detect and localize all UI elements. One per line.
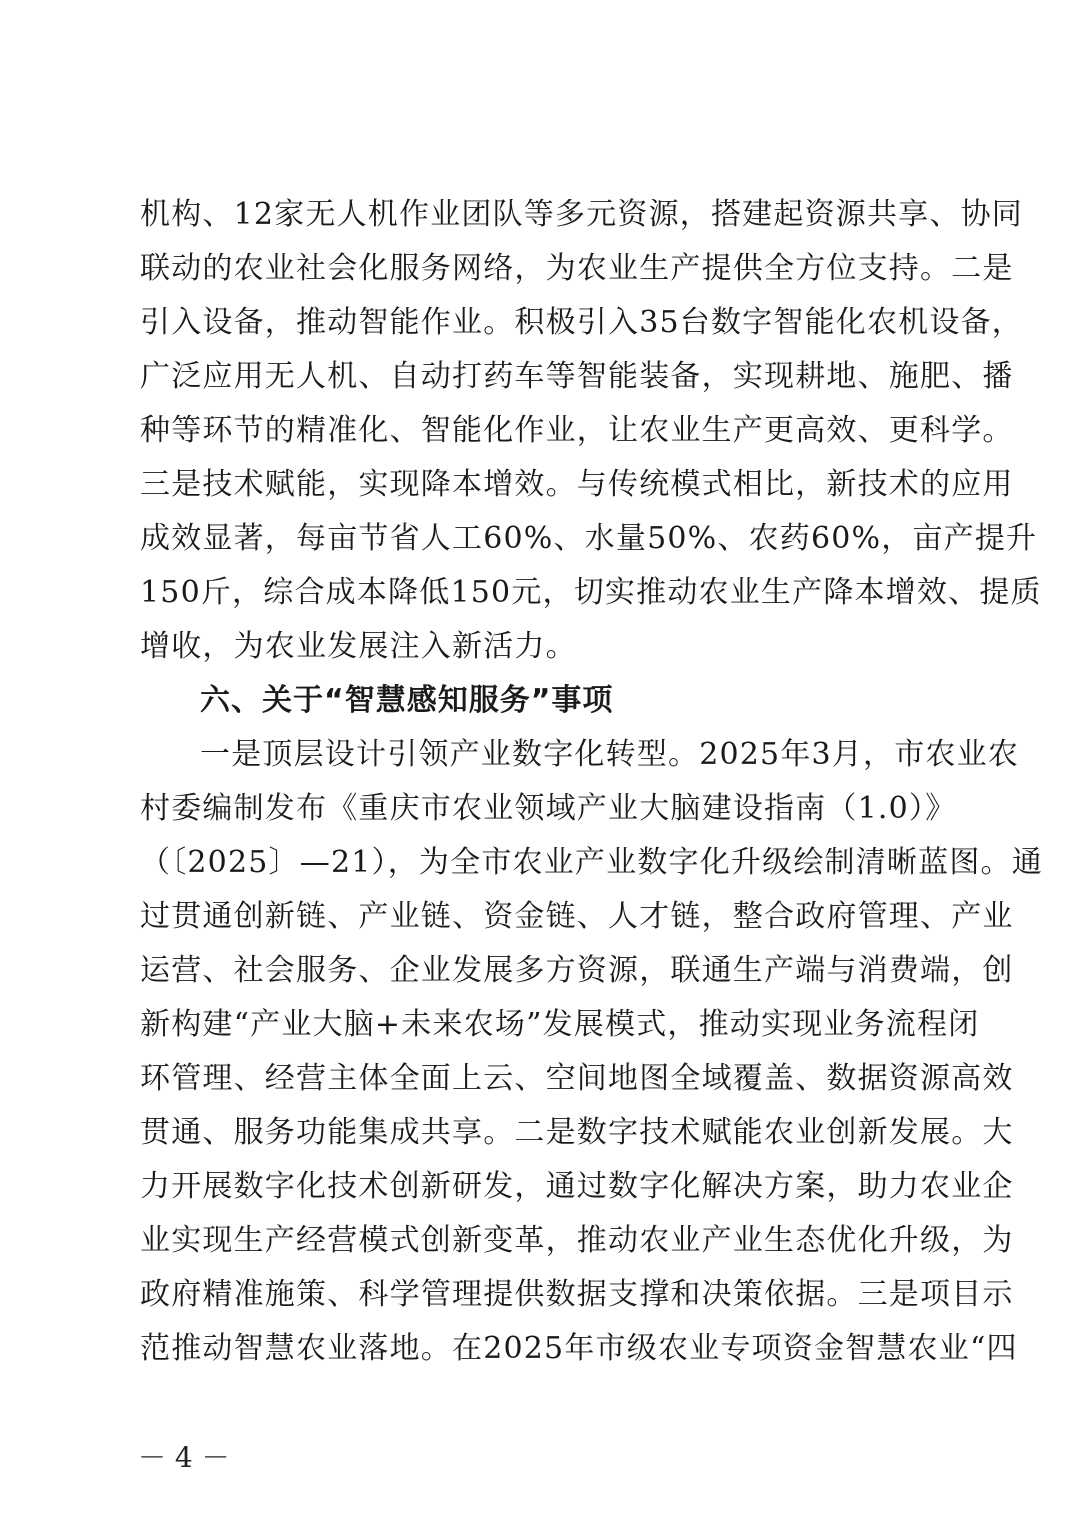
paragraph-2: [140, 728, 1043, 1376]
text-line: 150斤，综合成本降低150元，切实推动农业生产降本增效、提质: [140, 575, 1042, 610]
text-line: 种等环节的精准化、智能化作业，让农业生产更高效、更科学。: [140, 413, 1014, 448]
text-line: 环管理、经营主体全面上云、空间地图全域覆盖、数据资源高效: [140, 1061, 1014, 1096]
text-line: 机构、12家无人机作业团队等多元资源，搭建起资源共享、协同: [140, 197, 1023, 232]
text-line: （〔2025〕—21），为全市农业产业数字化升级绘制清晰蓝图。通: [140, 845, 1043, 880]
text-line: 业实现生产经营模式创新变革，推动农业产业生态优化升级，为: [140, 1223, 1014, 1258]
page-number: － 4 －: [138, 1441, 230, 1474]
section-heading: 六、关于“智慧感知服务”事项: [200, 683, 614, 718]
text-line: 村委编制发布《重庆市农业领域产业大脑建设指南（1.0）》: [140, 791, 957, 826]
text-line: 联动的农业社会化服务网络，为农业生产提供全方位支持。二是: [140, 251, 1014, 286]
paragraph-1: [140, 188, 1042, 674]
text-line: 新构建“产业大脑+未来农场”发展模式，推动实现业务流程闭: [140, 1007, 980, 1042]
text-line: 政府精准施策、科学管理提供数据支撑和决策依据。三是项目示: [140, 1277, 1014, 1312]
text-line: 引入设备，推动智能作业。积极引入35台数字智能化农机设备，: [140, 305, 1023, 340]
text-line: 力开展数字化技术创新研发，通过数字化解决方案，助力农业企: [140, 1169, 1014, 1204]
text-line: 运营、社会服务、企业发展多方资源，联通生产端与消费端，创: [140, 953, 1014, 988]
text-line: 三是技术赋能，实现降本增效。与传统模式相比，新技术的应用: [140, 467, 1014, 502]
text-line: 广泛应用无人机、自动打药车等智能装备，实现耕地、施肥、播: [140, 359, 1014, 394]
text-line: 过贯通创新链、产业链、资金链、人才链，整合政府管理、产业: [140, 899, 1014, 934]
text-line: 一是顶层设计引领产业数字化转型。2025年3月，市农业农: [200, 737, 1020, 772]
text-line: 成效显著，每亩节省人工60%、水量50%、农药60%，亩产提升: [140, 521, 1038, 556]
text-line: 贯通、服务功能集成共享。二是数字技术赋能农业创新发展。大: [140, 1115, 1014, 1150]
text-line: 范推动智慧农业落地。在2025年市级农业专项资金智慧农业“四: [140, 1331, 1018, 1366]
document-body: [140, 188, 1043, 1376]
text-line: 增收，为农业发展注入新活力。: [140, 629, 577, 664]
